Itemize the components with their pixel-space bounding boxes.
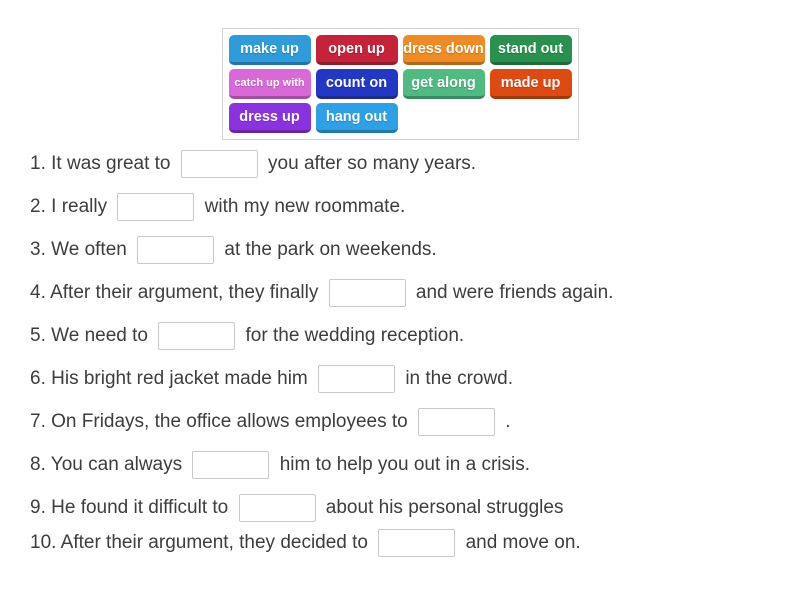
answer-blank[interactable] [318,365,395,393]
sentence-text-after: you after so many years. [268,153,477,175]
sentence-number: 7. [30,411,46,433]
sentence-text-before: On Fridays, the office allows employees to [51,411,408,433]
sentence-text-before: After their argument, they finally [50,282,319,304]
word-chip[interactable]: hang out [316,103,398,133]
word-bank-grid [229,35,572,133]
sentence-item [30,529,790,557]
sentence-number: 5. [30,325,46,347]
sentence-text-before: It was great to [51,153,171,175]
word-chip[interactable]: open up [316,35,398,65]
sentence-text-after: for the wedding reception. [245,325,465,347]
answer-blank[interactable] [158,322,235,350]
sentence-number: 6. [30,368,46,390]
sentence-list [0,150,800,557]
sentence-number: 8. [30,454,46,476]
sentence-text-before: We often [51,239,127,261]
activity-page [0,28,800,600]
word-chip[interactable]: stand out [490,35,572,65]
sentence-item [30,494,790,522]
answer-blank[interactable] [418,408,495,436]
sentence-text-after: . [505,411,511,433]
sentence-item [30,150,790,178]
sentence-text-before: I really [51,196,108,218]
sentence-text-before: We need to [51,325,148,347]
word-chip[interactable]: get along [403,69,485,99]
answer-blank[interactable] [192,451,269,479]
answer-blank[interactable] [329,279,406,307]
sentence-item [30,236,790,264]
sentence-item [30,322,790,350]
sentence-text-before: After their argument, they decided to [60,532,368,554]
word-chip[interactable]: dress down [403,35,485,65]
answer-blank[interactable] [117,193,194,221]
sentence-text-after: about his personal struggles [325,497,564,519]
word-bank [222,28,579,140]
sentence-number: 2. [30,196,46,218]
answer-blank[interactable] [181,150,258,178]
sentence-number: 4. [30,282,46,304]
sentence-number: 9. [30,497,46,519]
sentence-item [30,365,790,393]
word-chip[interactable]: catch up with [229,69,311,99]
sentence-item [30,451,790,479]
sentence-number: 10. [30,532,57,554]
sentence-text-before: You can always [50,454,183,476]
sentence-text-before: His bright red jacket made him [51,368,308,390]
word-chip[interactable]: count on [316,69,398,99]
sentence-item [30,408,790,436]
sentence-number: 3. [30,239,46,261]
sentence-text-after: and move on. [465,532,581,554]
sentence-number: 1. [30,153,46,175]
answer-blank[interactable] [239,494,316,522]
sentence-text-after: and were friends again. [415,282,614,304]
sentence-item [30,193,790,221]
sentence-text-after: him to help you out in a crisis. [279,454,530,476]
sentence-text-after: at the park on weekends. [224,239,437,261]
answer-blank[interactable] [137,236,214,264]
answer-blank[interactable] [378,529,455,557]
sentence-text-after: with my new roommate. [204,196,406,218]
word-chip[interactable]: dress up [229,103,311,133]
sentence-text-before: He found it difficult to [51,497,229,519]
sentence-text-after: in the crowd. [405,368,514,390]
sentence-item [30,279,790,307]
word-chip[interactable]: make up [229,35,311,65]
word-chip[interactable]: made up [490,69,572,99]
